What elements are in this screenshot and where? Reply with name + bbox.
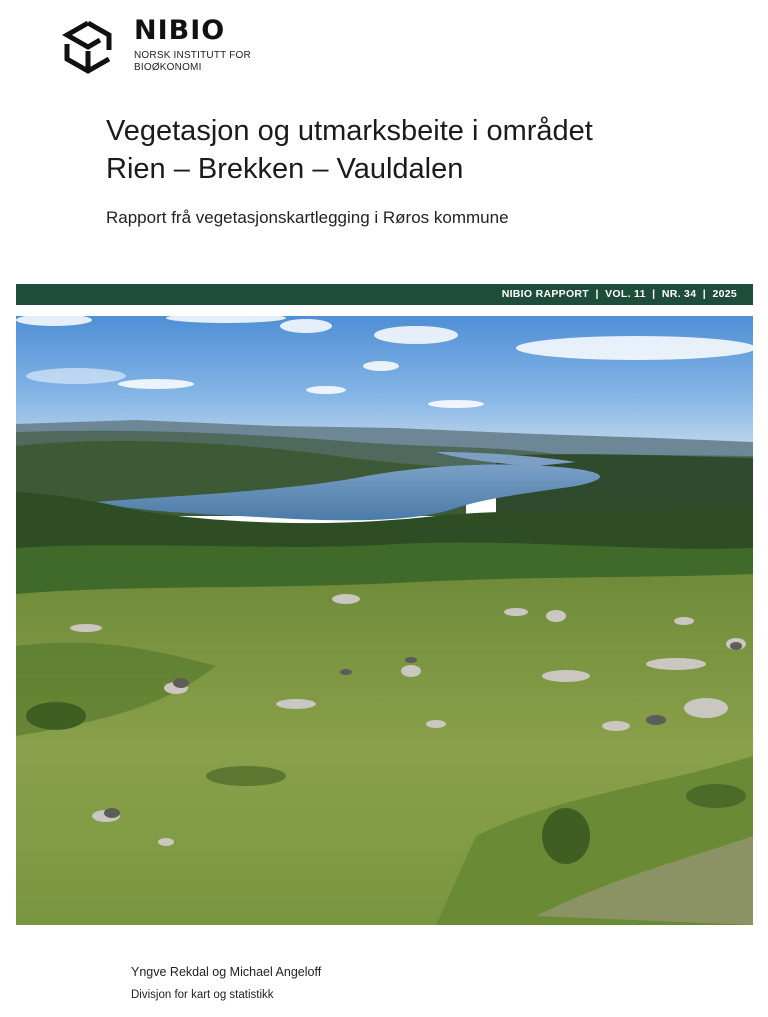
report-band-text: NIBIO RAPPORT | VOL. 11 | NR. 34 | 2025 xyxy=(501,288,737,300)
report-division: Divisjon for kart og statistikk xyxy=(131,989,274,1001)
report-authors: Yngve Rekdal og Michael Angeloff xyxy=(131,965,322,979)
report-subtitle: Rapport frå vegetasjonskartlegging i Røros kommune xyxy=(106,208,509,227)
report-title xyxy=(106,112,726,188)
brand-name: NIBIO xyxy=(134,15,226,46)
brand-subtitle-line2: BIOØKONOMI xyxy=(134,62,202,73)
landscape-photo xyxy=(16,316,753,925)
report-title-line1: Vegetasjon og utmarksbeite i området xyxy=(106,115,593,147)
cover-photo xyxy=(16,316,753,925)
nibio-logo xyxy=(62,16,262,78)
nibio-logo-icon xyxy=(62,18,114,74)
report-band xyxy=(16,284,753,305)
brand-subtitle-line1: NORSK INSTITUTT FOR xyxy=(134,50,251,61)
report-title-line2: Rien – Brekken – Vauldalen xyxy=(106,153,464,185)
brand-subtitle xyxy=(134,50,274,74)
